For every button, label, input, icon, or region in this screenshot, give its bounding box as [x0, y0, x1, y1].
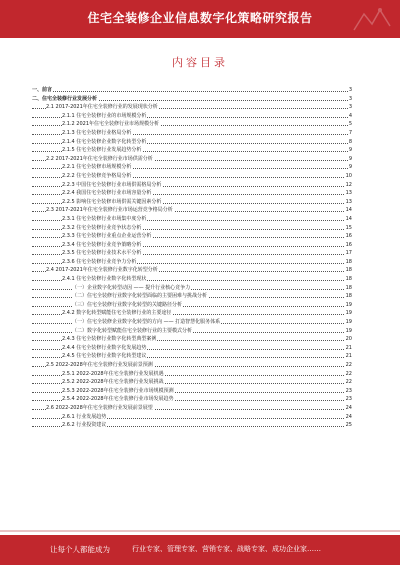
toc-entry-title: 2.5 2022-2028年住宅全装修行业发展前景预测: [46, 362, 153, 368]
toc-entry[interactable]: [32, 241, 352, 250]
toc-entry[interactable]: [32, 275, 352, 284]
toc-entry-page: 5: [348, 121, 352, 128]
toc-entry-title: 一、前言: [32, 87, 53, 93]
toc-entry[interactable]: [32, 103, 352, 112]
toc-entry[interactable]: [32, 352, 352, 361]
toc-entry[interactable]: [32, 404, 352, 413]
toc-entry[interactable]: [32, 284, 352, 293]
toc-entry-page: 15: [345, 224, 352, 231]
toc-entry-title: 2.4 2017-2021年住宅全装修行业数字化转型分析: [46, 267, 158, 274]
toc-entry-page: 18: [345, 267, 352, 274]
toc-entry[interactable]: [32, 138, 352, 147]
toc-entry[interactable]: [32, 112, 352, 121]
toc-entry[interactable]: [32, 232, 352, 241]
toc-entry-page: 19: [345, 327, 352, 334]
toc-entry-page: 3: [348, 87, 352, 93]
toc-entry-page: 16: [345, 233, 352, 240]
toc-entry[interactable]: [32, 86, 352, 95]
toc-entry-title: 2.2.4 我国住宅全装修行业市场容量分析: [62, 190, 152, 197]
toc-entry-page: 23: [345, 396, 352, 403]
dot-leader: [32, 91, 352, 92]
toc-entry-page: 18: [345, 293, 352, 300]
toc-entry[interactable]: [32, 344, 352, 353]
report-title: 住宅全装修企业信息数字化策略研究报告: [87, 11, 313, 25]
toc-entry-title: 2.3 2017-2021年住宅全装修行业市场运营竞争格局分析: [46, 207, 173, 214]
toc-entry[interactable]: [32, 413, 352, 422]
toc-entry-title: （三）住宅全装修行业数字化转型的关键路径分析: [72, 301, 183, 308]
toc-entry-page: 18: [345, 284, 352, 291]
toc-entry-title: 2.4.4 住宅全装修行业数字化发展趋势: [62, 344, 147, 351]
toc-entry-title: 2.6 2022-2028年住宅全装修行业发展前景展望: [46, 404, 153, 411]
toc-entry[interactable]: [32, 309, 352, 318]
toc-entry-page: 16: [345, 241, 352, 248]
toc-entry-title: 2.1.3 住宅全装修行业格局分析: [62, 129, 132, 136]
toc-entry-title: 2.3.4 住宅全装修行业竞争策略分析: [62, 241, 142, 248]
footer-tagline: 行业专家、管理专家、营销专家、战略专家、成功企业家……: [132, 545, 321, 553]
toc-entry[interactable]: [32, 249, 352, 258]
toc-entry[interactable]: [32, 370, 352, 379]
toc-entry-title: 2.6.1 行业发展趋势: [62, 413, 107, 420]
toc-entry[interactable]: [32, 172, 352, 181]
toc-entry[interactable]: [32, 421, 352, 430]
toc-entry[interactable]: [32, 120, 352, 129]
divider: [0, 530, 400, 532]
toc-entry[interactable]: [32, 292, 352, 301]
toc-entry-page: 17: [345, 250, 352, 257]
toc-entry-title: 2.1.1 住宅全装修行业的市场规模分析: [62, 112, 147, 119]
toc-entry[interactable]: [32, 129, 352, 138]
toc-entry[interactable]: [32, 163, 352, 172]
toc-entry-title: 2.1 2017-2021年住宅全装修行业的发展现状分析: [46, 104, 158, 111]
toc-entry-page: 9: [348, 164, 352, 171]
toc-entry-title: 2.3.3 住宅全装修行业重点企业运营分析: [62, 233, 152, 240]
toc-entry-page: 13: [345, 190, 352, 197]
toc-entry[interactable]: [32, 318, 352, 327]
toc-entry-title: 2.6.2 行业投资建议: [62, 422, 107, 429]
toc-entry-title: 2.2.3 中国住宅全装修行业市场供需格局分析: [62, 181, 162, 188]
toc-entry[interactable]: [32, 146, 352, 155]
toc-entry-title: 2.2.1 住宅全装修市场规模分析: [62, 164, 132, 171]
toc-entry-title: （二）数字化转型赋能住宅全装修行业的主要模式分析: [72, 327, 193, 334]
toc-entry[interactable]: [32, 198, 352, 207]
toc-entry-page: 9: [348, 147, 352, 154]
toc-entry-title: 2.4.5 住宅全装修行业数字化转型建议: [62, 353, 147, 360]
toc-entry-page: 10: [345, 172, 352, 179]
toc-entry-page: 19: [345, 301, 352, 308]
toc-entry-page: 22: [345, 362, 352, 368]
toc-entry-page: 8: [348, 138, 352, 145]
footer-banner: [0, 535, 400, 565]
toc-entry-title: 2.2.2 住宅全装修竞争格局分析: [62, 172, 132, 179]
toc-entry-page: 14: [345, 207, 352, 214]
toc-entry-title: （一）企业数字化转型动因 —— 提升行业核心竞争力: [72, 284, 191, 291]
toc-entry[interactable]: [32, 387, 352, 396]
toc-entry-page: 22: [345, 370, 352, 377]
toc-entry[interactable]: [32, 335, 352, 344]
toc-entry-title: 2.1.4 住宅全装修企业数字化转型分析: [62, 138, 147, 145]
toc-entry-page: 12: [345, 181, 352, 188]
toc-entry-title: （二）住宅全装修行业数字化转型面临的主要困难与挑战分析: [72, 293, 208, 300]
decorative-pattern: [352, 6, 392, 32]
toc-entry-page: 4: [348, 112, 352, 119]
toc-entry-page: 18: [345, 276, 352, 283]
toc-entry[interactable]: [32, 181, 352, 190]
toc-entry-title: 2.2.5 影响住宅全装修市场供需关键因素分析: [62, 198, 162, 205]
toc-entry-page: 19: [345, 319, 352, 326]
toc-entry-title: 2.5.2 2022-2028年住宅全装修行业发展挑战: [62, 379, 164, 386]
toc-entry[interactable]: [32, 395, 352, 404]
toc-entry[interactable]: [32, 378, 352, 387]
toc-entry[interactable]: [32, 155, 352, 164]
toc-entry-page: 21: [345, 344, 352, 351]
toc-entry-page: 3: [348, 104, 352, 111]
toc-entry[interactable]: [32, 361, 352, 370]
toc-entry-title: 2.1.2 2021年住宅全装修行业市场规模分析: [62, 121, 160, 128]
toc-entry-title: 2.4.3 住宅全装修行业数字化转型典型案例: [62, 336, 157, 343]
toc-entry[interactable]: [32, 258, 352, 267]
toc-entry[interactable]: [32, 206, 352, 215]
toc-entry-title: 2.5.1 2022-2028年住宅全装修行业发展机遇: [62, 370, 164, 377]
toc-entry-title: 2.4.2 数字化转型赋能住宅全装修行业的主要途径: [62, 310, 172, 317]
toc-entry[interactable]: [32, 266, 352, 275]
toc-entry-page: 24: [345, 404, 352, 411]
toc-entry-page: 21: [345, 353, 352, 360]
toc-entry-page: 14: [345, 215, 352, 222]
header-banner: [0, 0, 400, 38]
toc-entry-title: 2.5.3 2022-2028年住宅全装修行业市场规模预测: [62, 387, 174, 394]
toc-entry[interactable]: [32, 327, 352, 336]
toc-entry-page: 22: [345, 379, 352, 386]
toc-entry[interactable]: [32, 215, 352, 224]
toc-entry-title: 2.3.6 住宅全装修行业竞争力分析: [62, 258, 137, 265]
toc-entry-title: 2.5.4 2022-2028年住宅全装修行业市场发展趋势: [62, 396, 174, 403]
toc-entry-page: 9: [348, 155, 352, 162]
toc-entry-page: 19: [345, 310, 352, 317]
toc-entry-title: （一）住宅全装修企业数字化转型的方向 —— 打造智慧化服务体系: [72, 319, 221, 326]
toc-entry-page: 25: [345, 422, 352, 429]
toc-heading: 内容目录: [172, 56, 228, 69]
toc-entry-page: 18: [345, 258, 352, 265]
toc-entry-title: 2.3.5 住宅全装修行业技术水平分析: [62, 250, 142, 257]
toc-entry-title: 2.4.1 住宅全装修行业数字化转型现状: [62, 276, 147, 283]
toc-entry-title: 2.2 2017-2021年住宅全装修行业市场供需分析: [46, 155, 153, 162]
footer-slogan: 让每个人都能成为: [50, 545, 110, 554]
toc-entry-title: 二、住宅全装修行业发展分析: [32, 95, 98, 102]
toc-entry-page: 20: [345, 336, 352, 343]
toc-entry-page: 23: [345, 387, 352, 394]
table-of-contents: [32, 86, 352, 430]
toc-entry[interactable]: [32, 189, 352, 198]
toc-entry-title: 2.3.1 住宅全装修行业市场集中度分析: [62, 215, 147, 222]
toc-entry-page: 13: [345, 198, 352, 205]
toc-entry[interactable]: [32, 224, 352, 233]
toc-entry-title: 2.3.2 住宅全装修行业竞争状态分析: [62, 224, 142, 231]
toc-entry[interactable]: [32, 301, 352, 310]
toc-entry-page: 24: [345, 413, 352, 420]
toc-entry[interactable]: [32, 95, 352, 104]
toc-entry-page: 7: [348, 129, 352, 136]
toc-entry-title: 2.1.5 住宅全装修行业发展趋势分析: [62, 147, 142, 154]
toc-entry-page: 3: [348, 95, 352, 102]
